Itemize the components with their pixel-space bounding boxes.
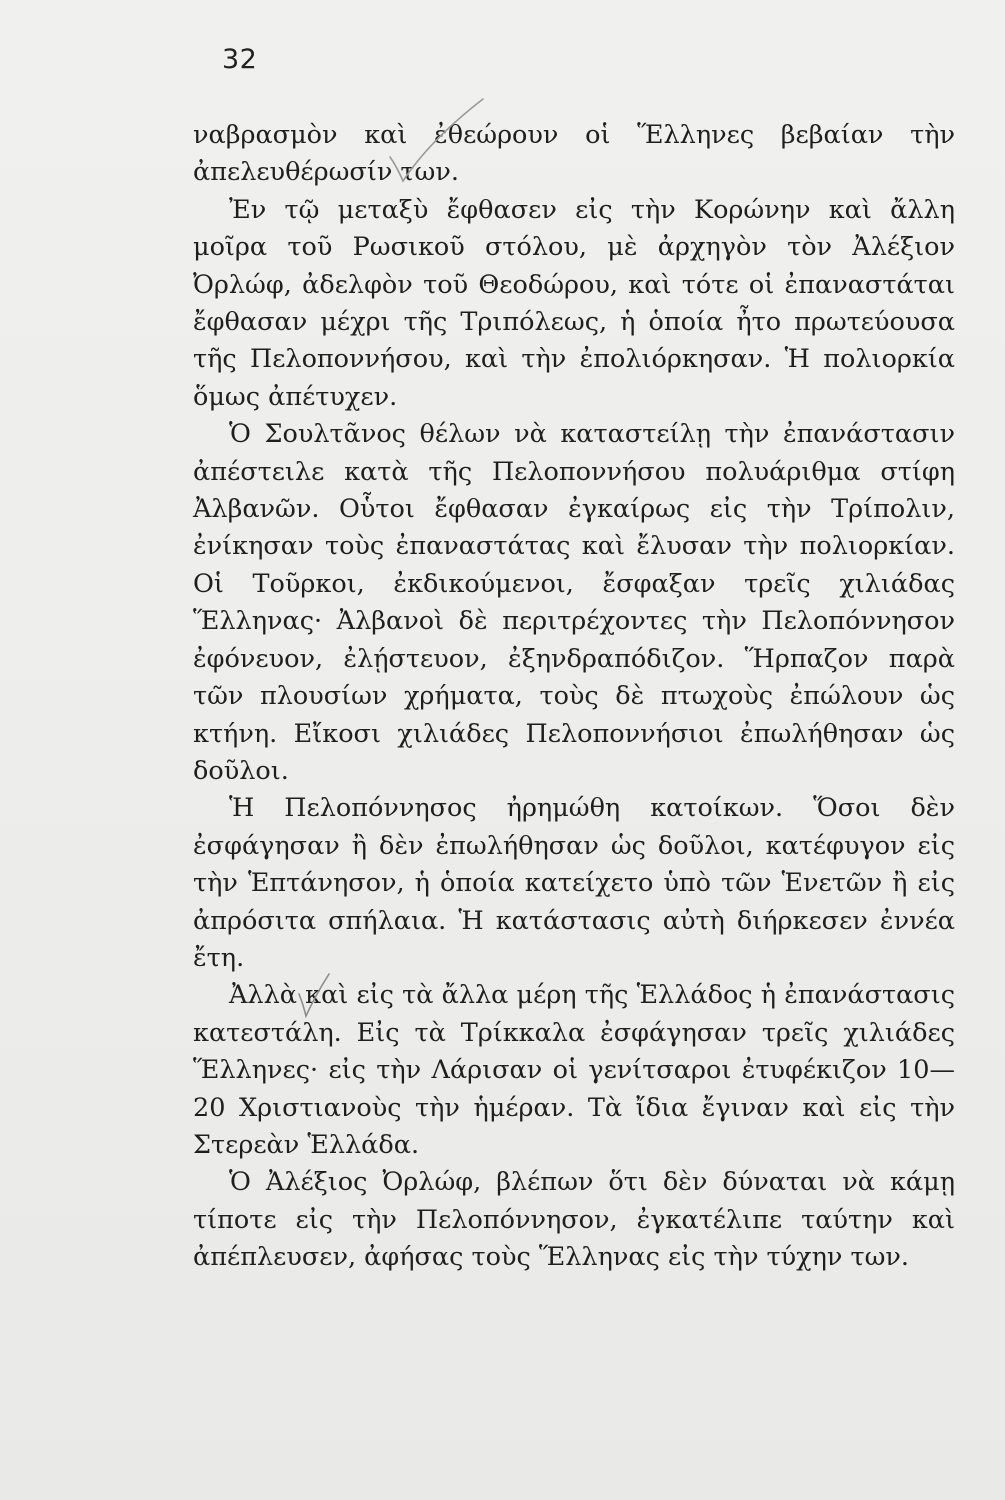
paragraph-4: Ἡ Πελοπόννησος ἠρημώθη κατοίκων. Ὅσοι δὲν ἐσφάγησαν ἢ δὲν ἐπωλήθησαν ὡς δοῦλοι, κατέφυγον εἰς τὴν Ἑπτάνησον, ἡ ὁποία κατείχετο ὑπὸ τῶν Ἑνετῶν ἢ εἰς ἀπρόσιτα σπήλαια. Ἡ κατάστασις αὐτὴ διήρκεσεν ἐννέα ἔτη. <box>193 793 955 973</box>
paragraph-1: ναβρασμὸν καὶ ἐθεώρουν οἱ Ἕλληνες βεβαίαν τὴν ἀπελευθέρωσίν των. <box>193 120 955 188</box>
paragraph-3: Ὁ Σουλτᾶνος θέλων νὰ καταστείλῃ τὴν ἐπανάστασιν ἀπέστειλε κατὰ τῆς Πελοποννήσου πολυάριθμα στίφη Ἀλβανῶν. Οὗτοι ἔφθασαν ἐγκαίρως εἰς τὴν Τρίπολιν, ἐνίκησαν τοὺς ἐπαναστάτας καὶ ἔλυσαν τὴν πολιορκίαν. Οἱ Τοῦρκοι, ἐκδικούμενοι, ἔσφαξαν τρεῖς χιλιάδας Ἕλληνας· Ἀλβανοὶ δὲ περιτρέχοντες τὴν Πελοπόννησον ἐφόνευον, ἐλῄστευον, ἐξηνδραπόδιζον. Ἥρπαζον παρὰ τῶν πλουσίων χρήματα, τοὺς δὲ πτωχοὺς ἐπώλουν ὡς κτήνη. Εἴκοσι χιλιάδες Πελοποννήσιοι ἐπωλήθησαν ὡς δοῦλοι. <box>193 419 955 786</box>
page-number: 32 <box>222 44 258 75</box>
paragraph-2: Ἐν τῷ μεταξὺ ἔφθασεν εἰς τὴν Κορώνην καὶ ἄλλη μοῖρα τοῦ Ρωσικοῦ στόλου, μὲ ἀρχηγὸν τὸν Ἀλέξιον Ὀρλώφ, ἀδελφὸν τοῦ Θεοδώρου, καὶ τότε οἱ ἐπαναστάται ἔφθασαν μέχρι τῆς Τριπόλεως, ἡ ὁποία ἦτο πρωτεύουσα τῆς Πελοποννήσου, καὶ τὴν ἐπολιόρκησαν. Ἡ πολιορκία ὅμως ἀπέτυχεν. <box>193 194 955 412</box>
paragraph-5: Ἀλλὰ καὶ εἰς τὰ ἄλλα μέρη τῆς Ἑλλάδος ἡ ἐπανάστασις κατεστάλη. Εἰς τὰ Τρίκκαλα ἐσφάγησαν τρεῖς χιλιάδες Ἕλληνες· εἰς τὴν Λάρισαν οἱ γενίτσαροι ἐτυφέκιζον 10—20 Χριστιανοὺς τὴν ἡμέραν. Τὰ ἴδια ἔγιναν καὶ εἰς τὴν Στερεὰν Ἑλλάδα. <box>193 980 955 1160</box>
paragraph-6: Ὁ Ἀλέξιος Ὀρλώφ, βλέπων ὅτι δὲν δύναται νὰ κάμῃ τίποτε εἰς τὴν Πελοπόννησον, ἐγκατέλιπε ταύτην καὶ ἀπέπλευσεν, ἀφήσας τοὺς Ἕλληνας εἰς τὴν τύχην των. <box>193 1167 955 1273</box>
body-text <box>193 117 955 1277</box>
